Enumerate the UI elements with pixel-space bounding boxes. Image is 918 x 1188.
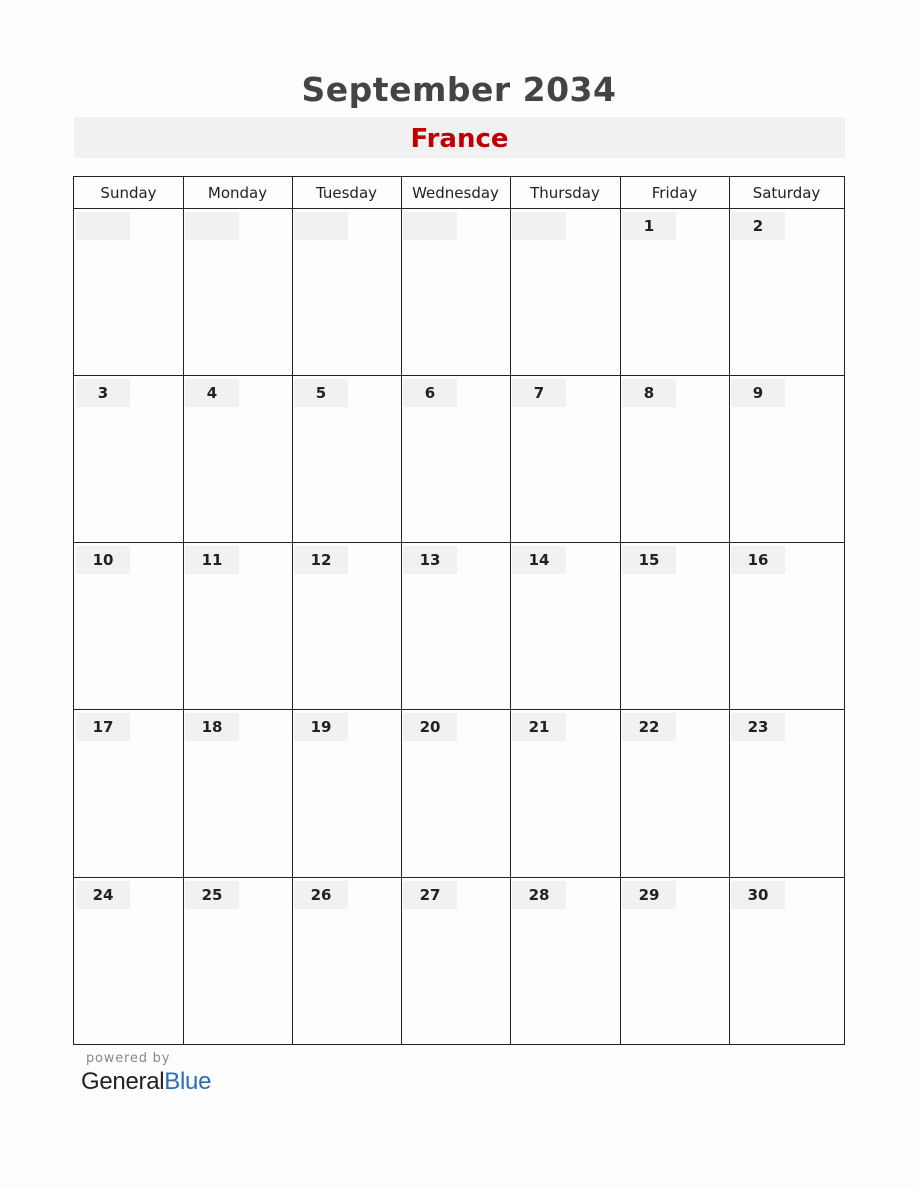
day-cell-1[interactable]	[621, 209, 729, 375]
day-number: 8	[622, 379, 676, 407]
weekday-header-thursday: Thursday	[530, 184, 600, 202]
day-cell-9[interactable]	[730, 376, 844, 542]
weekday-header-friday: Friday	[651, 184, 698, 202]
day-number: 4	[185, 379, 239, 407]
day-number: 30	[731, 881, 785, 909]
day-cell-27[interactable]	[402, 878, 510, 1044]
weekday-header-monday: Monday	[207, 184, 268, 202]
day-number: 10	[76, 546, 130, 574]
empty-day-cell	[75, 209, 183, 375]
day-number: 28	[512, 881, 566, 909]
day-number	[185, 212, 239, 240]
day-number: 16	[731, 546, 785, 574]
day-cell-26[interactable]	[293, 878, 401, 1044]
empty-day-cell	[402, 209, 510, 375]
day-number: 7	[512, 379, 566, 407]
day-cell-21[interactable]	[511, 710, 620, 877]
day-cell-4[interactable]	[184, 376, 292, 542]
day-number: 6	[403, 379, 457, 407]
day-number	[76, 212, 130, 240]
empty-day-cell	[511, 209, 620, 375]
day-number: 24	[76, 881, 130, 909]
day-number: 18	[185, 713, 239, 741]
generalblue-logo[interactable]	[81, 1068, 211, 1096]
weekday-header-saturday: Saturday	[752, 184, 821, 202]
day-number: 27	[403, 881, 457, 909]
weekday-header-wednesday: Wednesday	[412, 184, 499, 202]
day-number: 29	[622, 881, 676, 909]
weekday-header-sunday: Sunday	[100, 184, 157, 202]
day-cell-5[interactable]	[293, 376, 401, 542]
day-cell-17[interactable]	[75, 710, 183, 877]
day-cell-25[interactable]	[184, 878, 292, 1044]
day-cell-20[interactable]	[402, 710, 510, 877]
country-name: France	[410, 124, 509, 154]
day-number: 12	[294, 546, 348, 574]
day-number: 11	[185, 546, 239, 574]
calendar-grid	[73, 176, 845, 1045]
day-number: 13	[403, 546, 457, 574]
day-number: 23	[731, 713, 785, 741]
day-number: 22	[622, 713, 676, 741]
day-cell-8[interactable]	[621, 376, 729, 542]
day-cell-12[interactable]	[293, 543, 401, 709]
calendar-title: September 2034	[301, 70, 617, 109]
day-cell-7[interactable]	[511, 376, 620, 542]
day-cell-19[interactable]	[293, 710, 401, 877]
day-number: 9	[731, 379, 785, 407]
day-cell-22[interactable]	[621, 710, 729, 877]
day-number	[294, 212, 348, 240]
day-cell-28[interactable]	[511, 878, 620, 1044]
day-cell-30[interactable]	[730, 878, 844, 1044]
day-number: 25	[185, 881, 239, 909]
day-number: 3	[76, 379, 130, 407]
day-cell-18[interactable]	[184, 710, 292, 877]
day-cell-2[interactable]	[730, 209, 844, 375]
day-cell-29[interactable]	[621, 878, 729, 1044]
day-number: 19	[294, 713, 348, 741]
day-number: 20	[403, 713, 457, 741]
day-number: 14	[512, 546, 566, 574]
brand-general-text: General	[81, 1068, 165, 1095]
day-cell-15[interactable]	[621, 543, 729, 709]
day-number: 17	[76, 713, 130, 741]
weekday-header-tuesday: Tuesday	[315, 184, 378, 202]
day-cell-24[interactable]	[75, 878, 183, 1044]
day-cell-16[interactable]	[730, 543, 844, 709]
day-number	[512, 212, 566, 240]
day-cell-14[interactable]	[511, 543, 620, 709]
country-banner	[74, 117, 845, 158]
day-number: 5	[294, 379, 348, 407]
day-number: 21	[512, 713, 566, 741]
empty-day-cell	[184, 209, 292, 375]
day-number: 2	[731, 212, 785, 240]
day-number	[403, 212, 457, 240]
day-number: 26	[294, 881, 348, 909]
day-cell-6[interactable]	[402, 376, 510, 542]
day-number: 1	[622, 212, 676, 240]
powered-by-label: powered by	[86, 1051, 171, 1066]
day-cell-13[interactable]	[402, 543, 510, 709]
day-cell-11[interactable]	[184, 543, 292, 709]
day-cell-10[interactable]	[75, 543, 183, 709]
day-cell-3[interactable]	[75, 376, 183, 542]
day-cell-23[interactable]	[730, 710, 844, 877]
day-number: 15	[622, 546, 676, 574]
empty-day-cell	[293, 209, 401, 375]
brand-blue-text: Blue	[164, 1068, 212, 1095]
